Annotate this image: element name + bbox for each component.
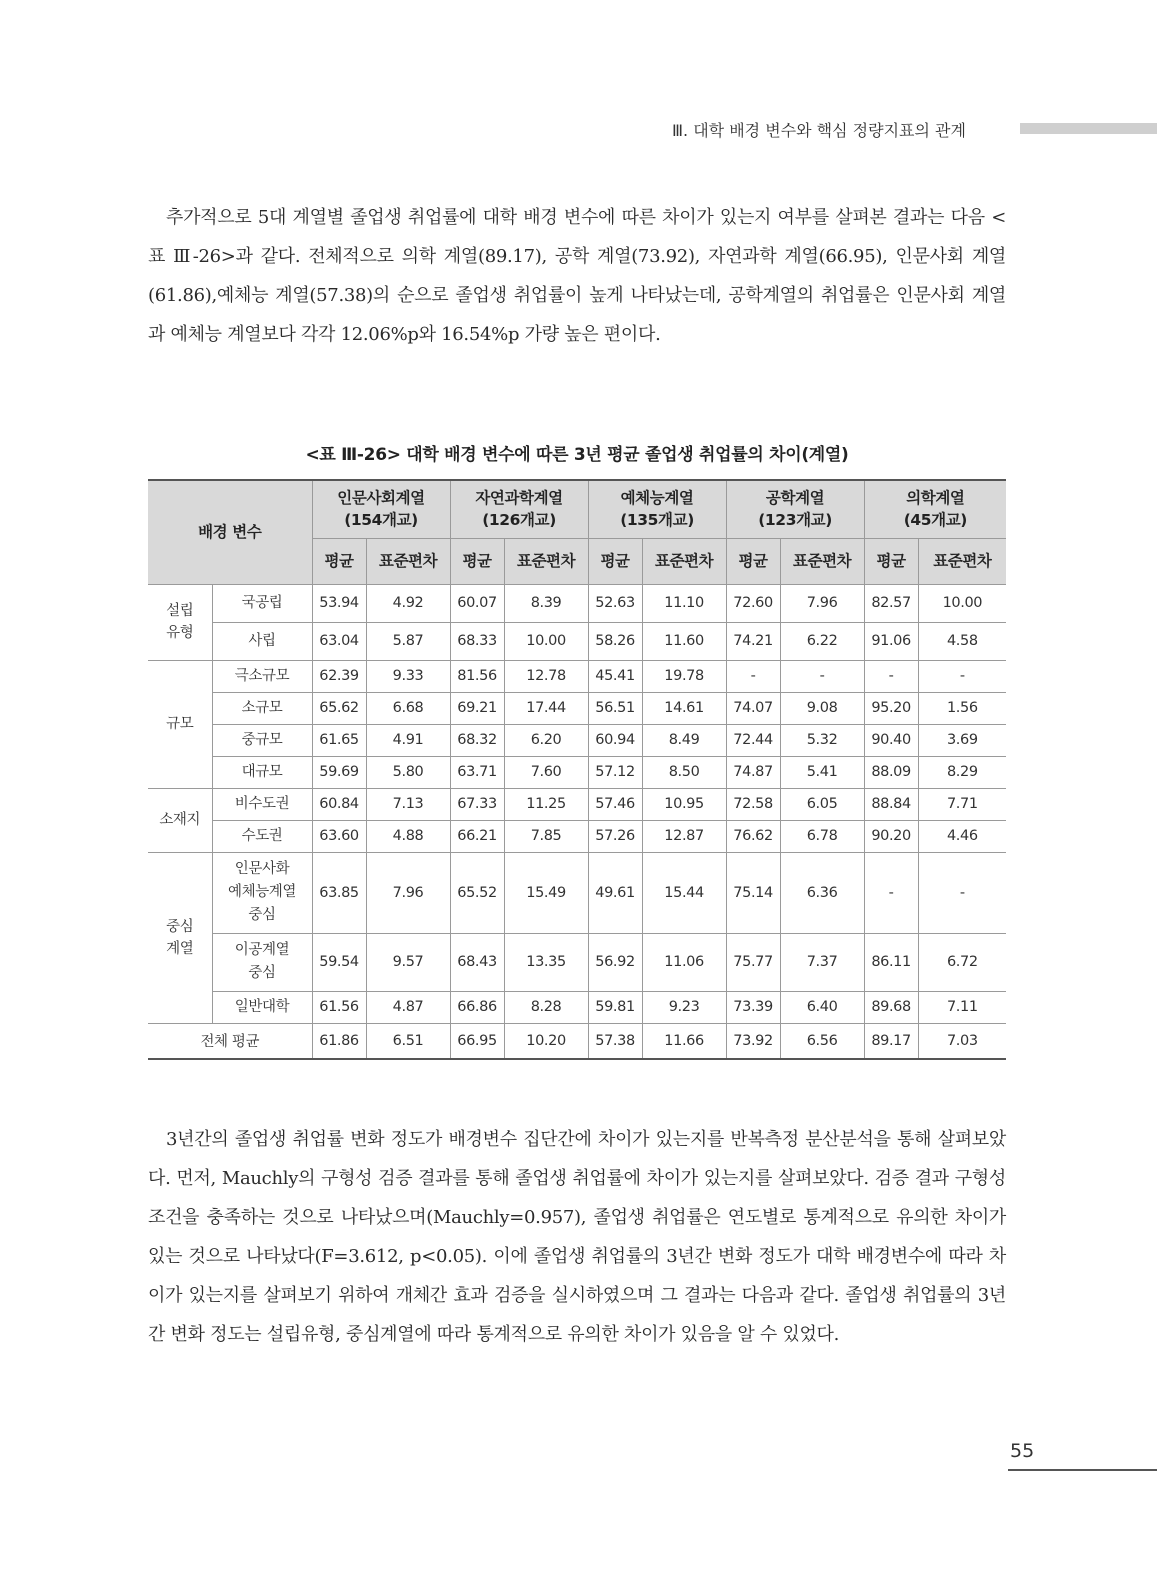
sd-value-cell: 8.49 (642, 724, 726, 756)
group-label-cell: 중심 계열 (148, 852, 212, 1023)
table-row (148, 660, 1006, 692)
sd-value-cell: 15.44 (642, 852, 726, 933)
mean-value-cell: 67.33 (450, 788, 504, 820)
mean-value-cell: 74.21 (726, 622, 780, 660)
mean-value-cell: 68.32 (450, 724, 504, 756)
sd-value-cell: 8.29 (918, 756, 1006, 788)
mean-value-cell: 65.52 (450, 852, 504, 933)
sd-value-cell: 5.32 (780, 724, 864, 756)
sd-value-cell: 9.23 (642, 991, 726, 1023)
table-row (148, 991, 1006, 1023)
mean-value-cell: 75.14 (726, 852, 780, 933)
sd-value-cell: 6.68 (366, 692, 450, 724)
sd-header: 표준편차 (366, 538, 450, 584)
mean-value-cell: 90.20 (864, 820, 918, 852)
mean-value-cell: 59.81 (588, 991, 642, 1023)
mean-header: 평균 (450, 538, 504, 584)
total-sd-cell: 7.03 (918, 1023, 1006, 1059)
field-header: 의학계열 (45개교) (864, 480, 1006, 538)
total-mean-cell: 89.17 (864, 1023, 918, 1059)
table-row (148, 820, 1006, 852)
field-header: 공학계열 (123개교) (726, 480, 864, 538)
mean-value-cell: 81.56 (450, 660, 504, 692)
table-row (148, 584, 1006, 622)
row-label-cell: 수도권 (212, 820, 312, 852)
sd-value-cell: 7.96 (780, 584, 864, 622)
sd-value-cell: 11.06 (642, 933, 726, 991)
mean-value-cell: 63.85 (312, 852, 366, 933)
sd-value-cell: 6.36 (780, 852, 864, 933)
mean-value-cell: 88.09 (864, 756, 918, 788)
mean-value-cell: 74.87 (726, 756, 780, 788)
table-body (148, 584, 1006, 1059)
mean-value-cell: 63.71 (450, 756, 504, 788)
mean-value-cell: - (726, 660, 780, 692)
sd-value-cell: 9.33 (366, 660, 450, 692)
mean-value-cell: 76.62 (726, 820, 780, 852)
table-row (148, 756, 1006, 788)
field-header: 예체능계열 (135개교) (588, 480, 726, 538)
mean-value-cell: 82.57 (864, 584, 918, 622)
sd-value-cell: 4.46 (918, 820, 1006, 852)
table-row (148, 788, 1006, 820)
mean-value-cell: 95.20 (864, 692, 918, 724)
sd-value-cell: 11.25 (504, 788, 588, 820)
sd-value-cell: 7.60 (504, 756, 588, 788)
field-header: 자연과학계열 (126개교) (450, 480, 588, 538)
sd-value-cell: - (918, 852, 1006, 933)
mean-value-cell: 68.33 (450, 622, 504, 660)
sd-value-cell: 6.05 (780, 788, 864, 820)
mean-value-cell: 62.39 (312, 660, 366, 692)
mean-value-cell: 61.56 (312, 991, 366, 1023)
sd-value-cell: - (918, 660, 1006, 692)
table-row (148, 852, 1006, 933)
sd-value-cell: 6.72 (918, 933, 1006, 991)
mean-value-cell: 66.86 (450, 991, 504, 1023)
sd-value-cell: 4.58 (918, 622, 1006, 660)
sd-value-cell: 3.69 (918, 724, 1006, 756)
row-label-cell: 사립 (212, 622, 312, 660)
total-mean-cell: 57.38 (588, 1023, 642, 1059)
sd-value-cell: 8.28 (504, 991, 588, 1023)
mean-value-cell: 60.94 (588, 724, 642, 756)
mean-value-cell: 88.84 (864, 788, 918, 820)
group-label-cell: 설립 유형 (148, 584, 212, 660)
row-label-cell: 소규모 (212, 692, 312, 724)
mean-value-cell: 69.21 (450, 692, 504, 724)
sd-value-cell: 9.57 (366, 933, 450, 991)
mean-value-cell: 60.07 (450, 584, 504, 622)
mean-value-cell: 59.54 (312, 933, 366, 991)
sd-value-cell: 7.13 (366, 788, 450, 820)
sd-value-cell: 4.92 (366, 584, 450, 622)
group-label-cell: 소재지 (148, 788, 212, 852)
page-number: 55 (1010, 1440, 1035, 1462)
mean-value-cell: 86.11 (864, 933, 918, 991)
sd-value-cell: 6.20 (504, 724, 588, 756)
sd-value-cell: 11.60 (642, 622, 726, 660)
row-label-cell: 이공계열 중심 (212, 933, 312, 991)
mean-value-cell: 66.21 (450, 820, 504, 852)
sd-value-cell: 9.08 (780, 692, 864, 724)
mean-value-cell: 72.60 (726, 584, 780, 622)
background-variable-header: 배경 변수 (148, 480, 312, 584)
sd-value-cell: 19.78 (642, 660, 726, 692)
mean-value-cell: 57.12 (588, 756, 642, 788)
sd-value-cell: 8.39 (504, 584, 588, 622)
mean-value-cell: 57.26 (588, 820, 642, 852)
mean-value-cell: - (864, 852, 918, 933)
mean-header: 평균 (864, 538, 918, 584)
sd-value-cell: 7.11 (918, 991, 1006, 1023)
row-label-cell: 국공립 (212, 584, 312, 622)
mean-value-cell: 57.46 (588, 788, 642, 820)
mean-value-cell: 72.58 (726, 788, 780, 820)
sd-value-cell: 5.41 (780, 756, 864, 788)
mean-value-cell: 75.77 (726, 933, 780, 991)
sd-value-cell: 7.71 (918, 788, 1006, 820)
sd-value-cell: 17.44 (504, 692, 588, 724)
sd-value-cell: 7.37 (780, 933, 864, 991)
sd-value-cell: 13.35 (504, 933, 588, 991)
mean-value-cell: 59.69 (312, 756, 366, 788)
sd-value-cell: 4.88 (366, 820, 450, 852)
mean-value-cell: 74.07 (726, 692, 780, 724)
table-row (148, 692, 1006, 724)
sd-value-cell: 12.78 (504, 660, 588, 692)
sd-value-cell: 4.87 (366, 991, 450, 1023)
sd-value-cell: 8.50 (642, 756, 726, 788)
sd-value-cell: 5.87 (366, 622, 450, 660)
intro-paragraph-text: 추가적으로 5대 계열별 졸업생 취업률에 대학 배경 변수에 따른 차이가 있는지 여부를 살펴본 결과는 다음 <표 Ⅲ-26>과 같다. 전체적으로 의학 계열(89.17), 공학 계열(73.92), 자연과학 계열(66.95), 인문사회 계열(61.86),예체능 계열(57.38)의 순으로 졸업생 취업률이 높게 나타났는데, 공학계열의 취업률은 인문사회 계열과 예체능 계열보다 각각 12.06%p와 16.54%p 가량 높은 편이다. (148, 207, 1006, 345)
table-head (148, 480, 1006, 584)
row-label-cell: 극소규모 (212, 660, 312, 692)
total-row (148, 1023, 1006, 1059)
sd-value-cell: 1.56 (918, 692, 1006, 724)
mean-value-cell: 63.60 (312, 820, 366, 852)
sd-value-cell: 12.87 (642, 820, 726, 852)
mean-header: 평균 (588, 538, 642, 584)
mean-value-cell: 45.41 (588, 660, 642, 692)
analysis-paragraph-text: 3년간의 졸업생 취업률 변화 정도가 배경변수 집단간에 차이가 있는지를 반복측정 분산분석을 통해 살펴보았다. 먼저, Mauchly의 구형성 검증 결과를 통해 졸업생 취업률에 차이가 있는지를 살펴보았다. 검증 결과 구형성 조건을 충족하는 것으로 나타났으며(Mauchly=0.957), 졸업생 취업률은 연도별로 통계적으로 유의한 차이가 있는 것으로 나타났다(F=3.612, p<0.05). 이에 졸업생 취업률의 3년간 변화 정도가 대학 배경변수에 따라 차이가 있는지를 살펴보기 위하여 개체간 효과 검증을 실시하였으며 그 결과는 다음과 같다. 졸업생 취업률의 3년간 변화 정도는 설립유형, 중심계열에 따라 통계적으로 유의한 차이가 있음을 알 수 있었다. (148, 1129, 1006, 1345)
sd-value-cell: 10.95 (642, 788, 726, 820)
mean-value-cell: 58.26 (588, 622, 642, 660)
analysis-paragraph (148, 1120, 1006, 1354)
sd-value-cell: 5.80 (366, 756, 450, 788)
sd-header: 표준편차 (504, 538, 588, 584)
total-mean-cell: 73.92 (726, 1023, 780, 1059)
row-label-cell: 인문사화 예체능계열 중심 (212, 852, 312, 933)
header-row-fields (148, 480, 1006, 538)
sd-header: 표준편차 (642, 538, 726, 584)
mean-value-cell: 63.04 (312, 622, 366, 660)
sd-value-cell: - (780, 660, 864, 692)
total-sd-cell: 10.20 (504, 1023, 588, 1059)
table-row (148, 724, 1006, 756)
sd-value-cell: 7.85 (504, 820, 588, 852)
sd-value-cell: 14.61 (642, 692, 726, 724)
mean-value-cell: 52.63 (588, 584, 642, 622)
row-label-cell: 중규모 (212, 724, 312, 756)
header-decoration-bar (1020, 123, 1157, 134)
page-number-rule (1008, 1469, 1157, 1471)
mean-value-cell: 72.44 (726, 724, 780, 756)
sd-value-cell: 6.40 (780, 991, 864, 1023)
mean-value-cell: 89.68 (864, 991, 918, 1023)
sd-value-cell: 10.00 (918, 584, 1006, 622)
field-header: 인문사회계열 (154개교) (312, 480, 450, 538)
total-label-cell: 전체 평균 (148, 1023, 312, 1059)
total-mean-cell: 66.95 (450, 1023, 504, 1059)
sd-value-cell: 6.78 (780, 820, 864, 852)
sd-value-cell: 10.00 (504, 622, 588, 660)
total-sd-cell: 11.66 (642, 1023, 726, 1059)
group-label-cell: 규모 (148, 660, 212, 788)
mean-value-cell: - (864, 660, 918, 692)
sd-header: 표준편차 (780, 538, 864, 584)
sd-header: 표준편차 (918, 538, 1006, 584)
sd-value-cell: 4.91 (366, 724, 450, 756)
mean-value-cell: 73.39 (726, 991, 780, 1023)
mean-value-cell: 56.51 (588, 692, 642, 724)
mean-value-cell: 49.61 (588, 852, 642, 933)
mean-value-cell: 56.92 (588, 933, 642, 991)
total-sd-cell: 6.56 (780, 1023, 864, 1059)
total-sd-cell: 6.51 (366, 1023, 450, 1059)
mean-value-cell: 91.06 (864, 622, 918, 660)
row-label-cell: 대규모 (212, 756, 312, 788)
table-row (148, 622, 1006, 660)
row-label-cell: 일반대학 (212, 991, 312, 1023)
table-row (148, 933, 1006, 991)
employment-rate-table (148, 479, 1006, 1060)
intro-paragraph (148, 198, 1006, 354)
mean-header: 평균 (312, 538, 366, 584)
total-mean-cell: 61.86 (312, 1023, 366, 1059)
mean-value-cell: 60.84 (312, 788, 366, 820)
table-caption: <표 Ⅲ-26> 대학 배경 변수에 따른 3년 평균 졸업생 취업률의 차이(계열) (305, 445, 849, 465)
mean-value-cell: 65.62 (312, 692, 366, 724)
running-header: Ⅲ. 대학 배경 변수와 핵심 정량지표의 관계 (672, 121, 966, 140)
mean-value-cell: 61.65 (312, 724, 366, 756)
mean-value-cell: 90.40 (864, 724, 918, 756)
sd-value-cell: 11.10 (642, 584, 726, 622)
sd-value-cell: 15.49 (504, 852, 588, 933)
row-label-cell: 비수도권 (212, 788, 312, 820)
sd-value-cell: 6.22 (780, 622, 864, 660)
mean-header: 평균 (726, 538, 780, 584)
mean-value-cell: 53.94 (312, 584, 366, 622)
sd-value-cell: 7.96 (366, 852, 450, 933)
mean-value-cell: 68.43 (450, 933, 504, 991)
